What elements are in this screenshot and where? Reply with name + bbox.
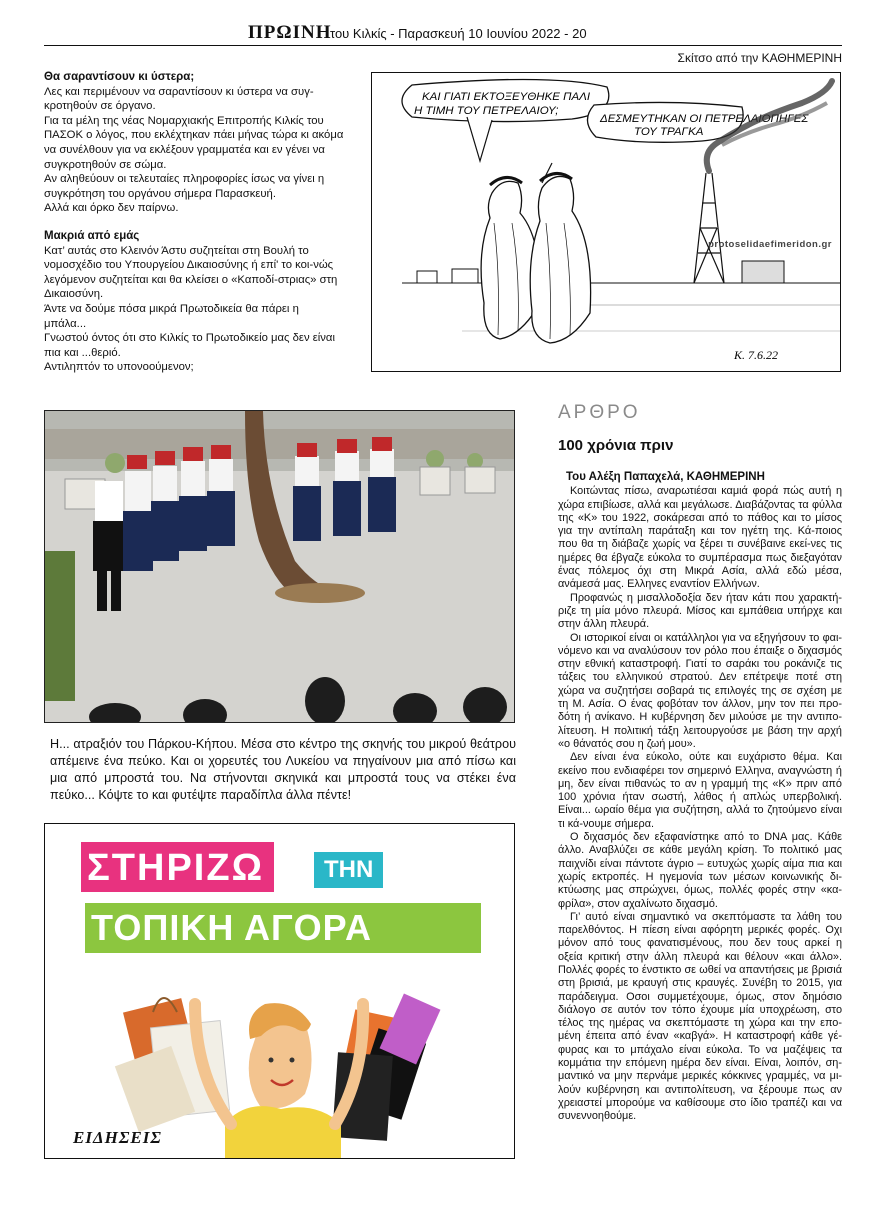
cartoon-drawing (372, 73, 841, 372)
bubble-text: ΤΟΥ ΤΡΑΓΚΑ (634, 126, 704, 138)
local-market-ad (44, 823, 515, 1159)
bubble-text: ΚΑΙ ΓΙΑΤΙ ΕΚΤΟΞΕΥΘΗΚΕ ΠΑΛΙ (422, 91, 591, 103)
article-paragraph: Γι’ αυτό είναι σημαντικό να σκεπτόμαστε τα λάθη του παρελθόντος. Η πίεση είναι αφόρητη μερικές φορές. Οχι μόνον από τους φανατισμένους, που δεν τους αρκεί η οξεία κριτική στην άλλη πλευρά και θέλουν «και άλλο». Πολλές φορές το ένστικτο σε ωθεί να απαντήσεις με βρισιά στη βρισιά, με κραυγή στις κραυγές. Συνέβη το 2015, για παράδειγμα. Οσοι συμμετέχουμε, όμως, στον δημόσιο διάλογο σε αυτόν τον τόπο έχουμε μία υποχρέωση, στο τέλος της ημέρας να σκεπτόμαστε τη χώρα και την επο-μένη έπειτα από έναν «καβγά». Η καταστροφή κάθε γέ-φυρας και το μπάχαλο είναι εύκολα. Το να μαζέψεις τα κομμάτια την επόμενη ημέρα δεν είναι. Είναι, λοιπόν, ση-μαντικό να μην περνάμε μερικές κόκκινες γραμμές, να μι-λούν κυβέρνηση και αντιπολίτευση, να ξέρουμε πως αν χρειαστεί μπορούμε να καθίσουμε στο ίδιο τραπέζι και να συνεννοηθούμε. (558, 910, 842, 1123)
article-paragraph: Οι ιστορικοί είναι οι κατάλληλοι για να εξηγήσουν το φαι-νόμενο και να αναλύσουν τον ρόλο που έπαιξε ο διχασμός στην εθνική καταστροφή. Γιατί το σαράκι του ροκάνιζε τις τάξεις του ελληνικού στρατού. Δεν επέτρεψε ποτέ στη χώρα να συζητήσει σοβαρά τις επιλογές της σε σχέση με τη Μ. Ασία. Ο ένας φοβόταν τον άλλον, μην τον πει προ-δότη ή ανίκανο. Η κυβέρνηση δεν μιλούσε με την αντιπο-λίτευση. Η πολιτική τάξη λειτουργούσε με βάση την αρχή «ο θάνατός σου η ζωή μου». (558, 631, 842, 750)
news-paragraph: Λες και περιμένουν να σαραντίσουν κι ύστερα να συγ-κροτηθούν σε όργανο. (44, 85, 314, 113)
news-paragraph: Κατ’ αυτάς στο Κλεινόν Άστυ συζητείται στη Βουλή το νομοσχέδιο του Υπουργείου Δικαιοσύνης ή επί' το κοι-νώς λεγόμενον συζητείται και θα κλείσει ο «Καποδί-στριας» στη Δικαιοσύνη. (44, 244, 338, 301)
news-title-2: Μακριά από εμάς (44, 229, 140, 242)
political-cartoon (371, 72, 841, 372)
watermark: protoselidaefimeridon.gr (708, 239, 832, 250)
news-paragraph: Άντε να δούμε πόσα μικρά Πρωτοδικεία θα πάρει η μπάλα... (44, 302, 299, 330)
bubble-text: Η ΤΙΜΗ ΤΟΥ ΠΕΤΡΕΛΑΙΟΥ; (414, 105, 559, 117)
dancers-photo (44, 410, 515, 723)
header-date-line: του Κιλκίς - Παρασκευή 10 Ιουνίου 2022 - 20 (330, 26, 587, 41)
article-paragraph: Προφανώς η μισαλλοδοξία δεν ήταν κάτι που χαρακτή-ριζε τη μία μόνο πλευρά. Μίσος και εμπάθεια υπήρχε και στην άλλη πλευρά. (558, 591, 842, 631)
news-paragraph: Για τα μέλη της νέας Νομαρχιακής Επιτροπής Κιλκίς του ΠΑΣΟΚ ο λόγος, που εκλέχτηκαν πάει μήνας τώρα κι ακόμα να συνέλθουν για να εκλέξουν γραμματέα και εν γένει να συγκροτηθούν σε σώμα. (44, 114, 344, 171)
article-paragraph: Δεν είναι ένα εύκολο, ούτε και ευχάριστο θέμα. Και εκείνο που ενδιαφέρει τον σημερινό Ελληνα, αναγνώστη ή μη, δεν είναι πιθανώς το αν η γραμμή της «Κ» πριν από 100 χρόνια ήταν σωστή, λάθος ή απλώς υπερβολική. Είναι... ωραίο θέμα για συζήτηση, αλλά το ζητούμενο είναι τι κά-νουμε σήμερα. (558, 751, 842, 830)
shopping-bags-illustration (45, 824, 515, 1159)
photo-caption: Η... ατραξιόν του Πάρκου-Κήπου. Μέσα στο κέντρο της σκηνής του μικρού θεάτρου απέμεινε ένα πεύκο. Και οι χορευτές του Λυκείου να πηγαίνουν μια από πίσω και μια από μπροστά του. Να στήνονται σκηνικά και μπροστά τους να στέκει ένα πεύκο... Κόψτε το και φυτέψτε παραδίπλα άλλα πέντε! (50, 737, 516, 802)
cartoon-credit: Σκίτσο από την ΚΑΘΗΜΕΡΙΝΗ (677, 51, 842, 65)
news-title-1: Θα σαραντίσουν κι ύστερα; (44, 71, 195, 83)
ad-headline-line1: ΣΤΗΡΙΖΩ (81, 842, 274, 892)
photo-illustration (45, 411, 515, 723)
article-paragraph: Ο διχασμός δεν εξαφανίστηκε από το DNA μας. Κάθε άλλο. Αναβλύζει σε κάθε μεγάλη κρίση. Το πολιτικό μας παιχνίδι είναι πάντοτε άγριο – ευτυχώς χωρίς αίμα πια και χωρίς εκτροπές. Η ηγεμονία των μέσων κοινωνικής δι-κτύωσης μας σπρώχνει, όμως, πολλές φορές στην «κα-φρίλα», στον αχαλίνωτο διχασμό. (558, 831, 842, 910)
ad-brand-logo: ΕΙΔΗΣΕΙΣ (73, 1128, 162, 1147)
page-header (44, 20, 842, 46)
section-label: ΑΡΘΡΟ (558, 402, 641, 423)
news-paragraph: Αν αληθεύουν οι τελευταίες πληροφορίες ίσως να γίνει η συγκρότηση του οργάνου σήμερα Παρασκευή. (44, 173, 325, 200)
article-title: 100 χρόνια πριν (558, 437, 674, 454)
article-author: Του Αλέξη Παπαχελά, ΚΑΘΗΜΕΡΙΝΗ (566, 471, 765, 483)
ad-headline-line2: ΤΟΠΙΚΗ ΑΓΟΡΑ (85, 903, 481, 953)
ad-headline-word: ΤΗΝ (314, 852, 383, 888)
cartoonist-signature: Κ. 7.6.22 (734, 348, 779, 362)
article-paragraph: Κοιτώντας πίσω, αναρωτιέσαι καμιά φορά πώς αυτή η χώρα επιβίωσε, αλλά και μεγάλωσε. Διαβάζοντας τα φύλλα της «Κ» του 1922, σοκάρεσαι από το πάθος και το μίσος για την αντίπαλη παράταξη και τον ηγέτη της. Κά-ποιος που θα τη διάβαζε χωρίς να ξέρει τι συνέβαινε εκεί-νες τις ημέρες θα έβγαζε εύκολα το συμπέρασμα πως διεξαγόταν ένας πόλεμος όχι στη Μικρά Ασία, αλλά εδώ μέσα, ανάμεσά μας. Ελληνες εναντίον Ελλήνων. (558, 485, 842, 591)
news-column (44, 70, 344, 375)
news-paragraph: Αντιληπτόν το υπονοούμενον; (44, 361, 194, 374)
article-body (558, 471, 842, 1124)
news-paragraph: Αλλά και όρκο δεν παίρνω. (44, 202, 179, 215)
bubble-text: ΔΕΣΜΕΥΤΗΚΑΝ ΟΙ ΠΕΤΡΕΛΑΙΟΠΗΓΕΣ (600, 113, 809, 125)
masthead: ΠΡΩΙΝΗ (248, 22, 332, 43)
news-paragraph: Γνωστού όντος ότι στο Κιλκίς το Πρωτοδικείο μας δεν είναι πια και ...θεριό. (44, 332, 335, 359)
